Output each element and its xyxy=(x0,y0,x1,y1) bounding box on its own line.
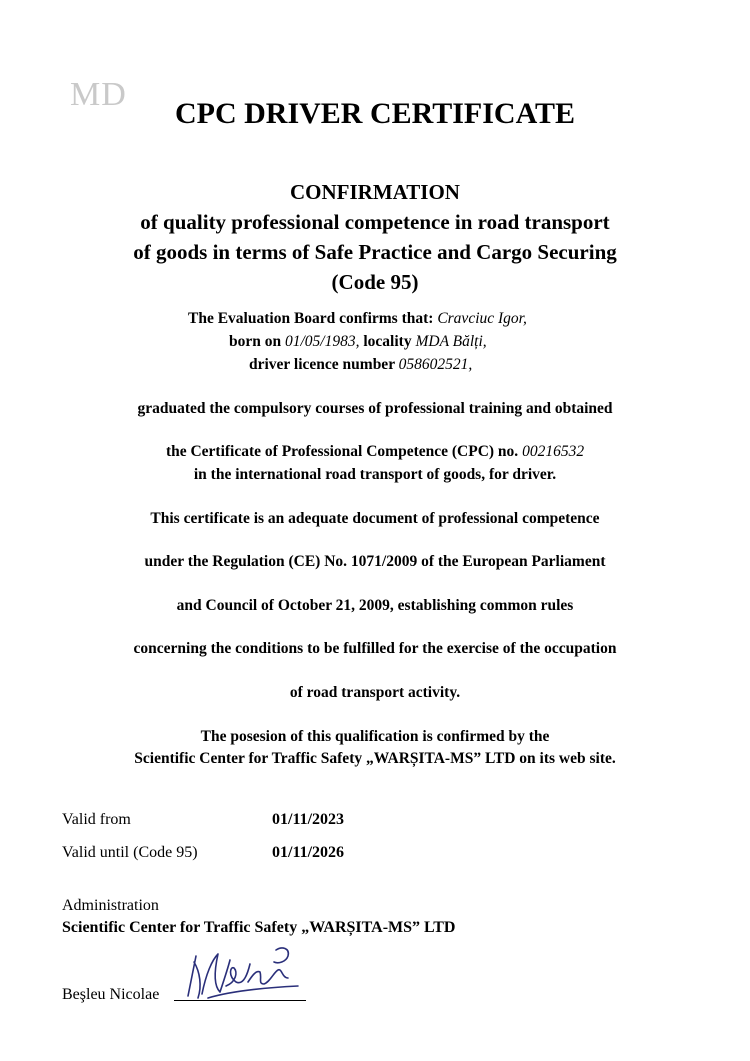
board-confirms-line: The Evaluation Board confirms that: Cravciuc Igor, xyxy=(188,310,527,327)
administration-organization: Scientific Center for Traffic Safety „WARȘITA-MS” LTD xyxy=(62,919,456,936)
document-title: CPC DRIVER CERTIFICATE xyxy=(174,97,576,130)
administration-label: Administration xyxy=(62,897,159,914)
possession-line-2: Scientific Center for Traffic Safety „WARȘITA-MS” LTD on its web site. xyxy=(134,750,616,767)
confirmation-line-1: of quality professional competence in road transport xyxy=(140,210,610,234)
graduated-line: graduated the compulsory courses of professional training and obtained xyxy=(137,400,613,417)
holder-name: Cravciuc Igor xyxy=(437,310,523,327)
valid-from-label: Valid from xyxy=(62,811,131,828)
regulation-line-5: of road transport activity. xyxy=(289,684,461,701)
confirmation-block xyxy=(0,177,750,297)
valid-until-value: 01/11/2026 xyxy=(272,844,345,861)
handwritten-signature xyxy=(178,942,308,1004)
certificate-prefix: the Certificate of Professional Competence (CPC) no. xyxy=(165,443,519,460)
regulation-line-1: This certificate is an adequate document of professional competence xyxy=(150,510,600,527)
certificate-number: 00216532 xyxy=(522,443,585,460)
possession-line-1: The posesion of this qualification is confirmed by the xyxy=(200,728,550,745)
locality-label: locality xyxy=(363,333,412,350)
certificate-scope: in the international road transport of goods, for driver. xyxy=(193,466,557,483)
certificate-number-line xyxy=(0,443,750,461)
regulation-line-3: and Council of October 21, 2009, establishing common rules xyxy=(176,597,574,614)
birth-date: 01/05/1983 xyxy=(285,333,356,350)
watermark-logo: MD xyxy=(70,76,127,113)
board-intro: The Evaluation Board confirms that: xyxy=(188,310,434,327)
regulation-line-2: under the Regulation (CE) No. 1071/2009 of the European Parliament xyxy=(144,553,606,570)
confirmation-line-2: of goods in terms of Safe Practice and Cargo Securing xyxy=(133,240,617,264)
regulation-line-4: concerning the conditions to be fulfilled for the exercise of the occupation xyxy=(133,640,617,657)
born-label: born on xyxy=(229,333,282,350)
valid-until-label: Valid until (Code 95) xyxy=(62,844,198,861)
valid-from-value: 01/11/2023 xyxy=(272,811,345,828)
confirmation-heading: CONFIRMATION xyxy=(290,180,460,204)
licence-line: driver licence number 058602521, xyxy=(249,356,473,373)
confirmation-line-3: (Code 95) xyxy=(331,270,419,294)
licence-number: 058602521 xyxy=(398,356,469,373)
signatory-name: Beşleu Nicolae xyxy=(62,986,160,1003)
birth-line: born on 01/05/1983, locality MDA Bălți, xyxy=(229,333,487,350)
locality-value: MDA Bălți xyxy=(415,333,483,350)
licence-label: driver licence number xyxy=(249,356,395,373)
